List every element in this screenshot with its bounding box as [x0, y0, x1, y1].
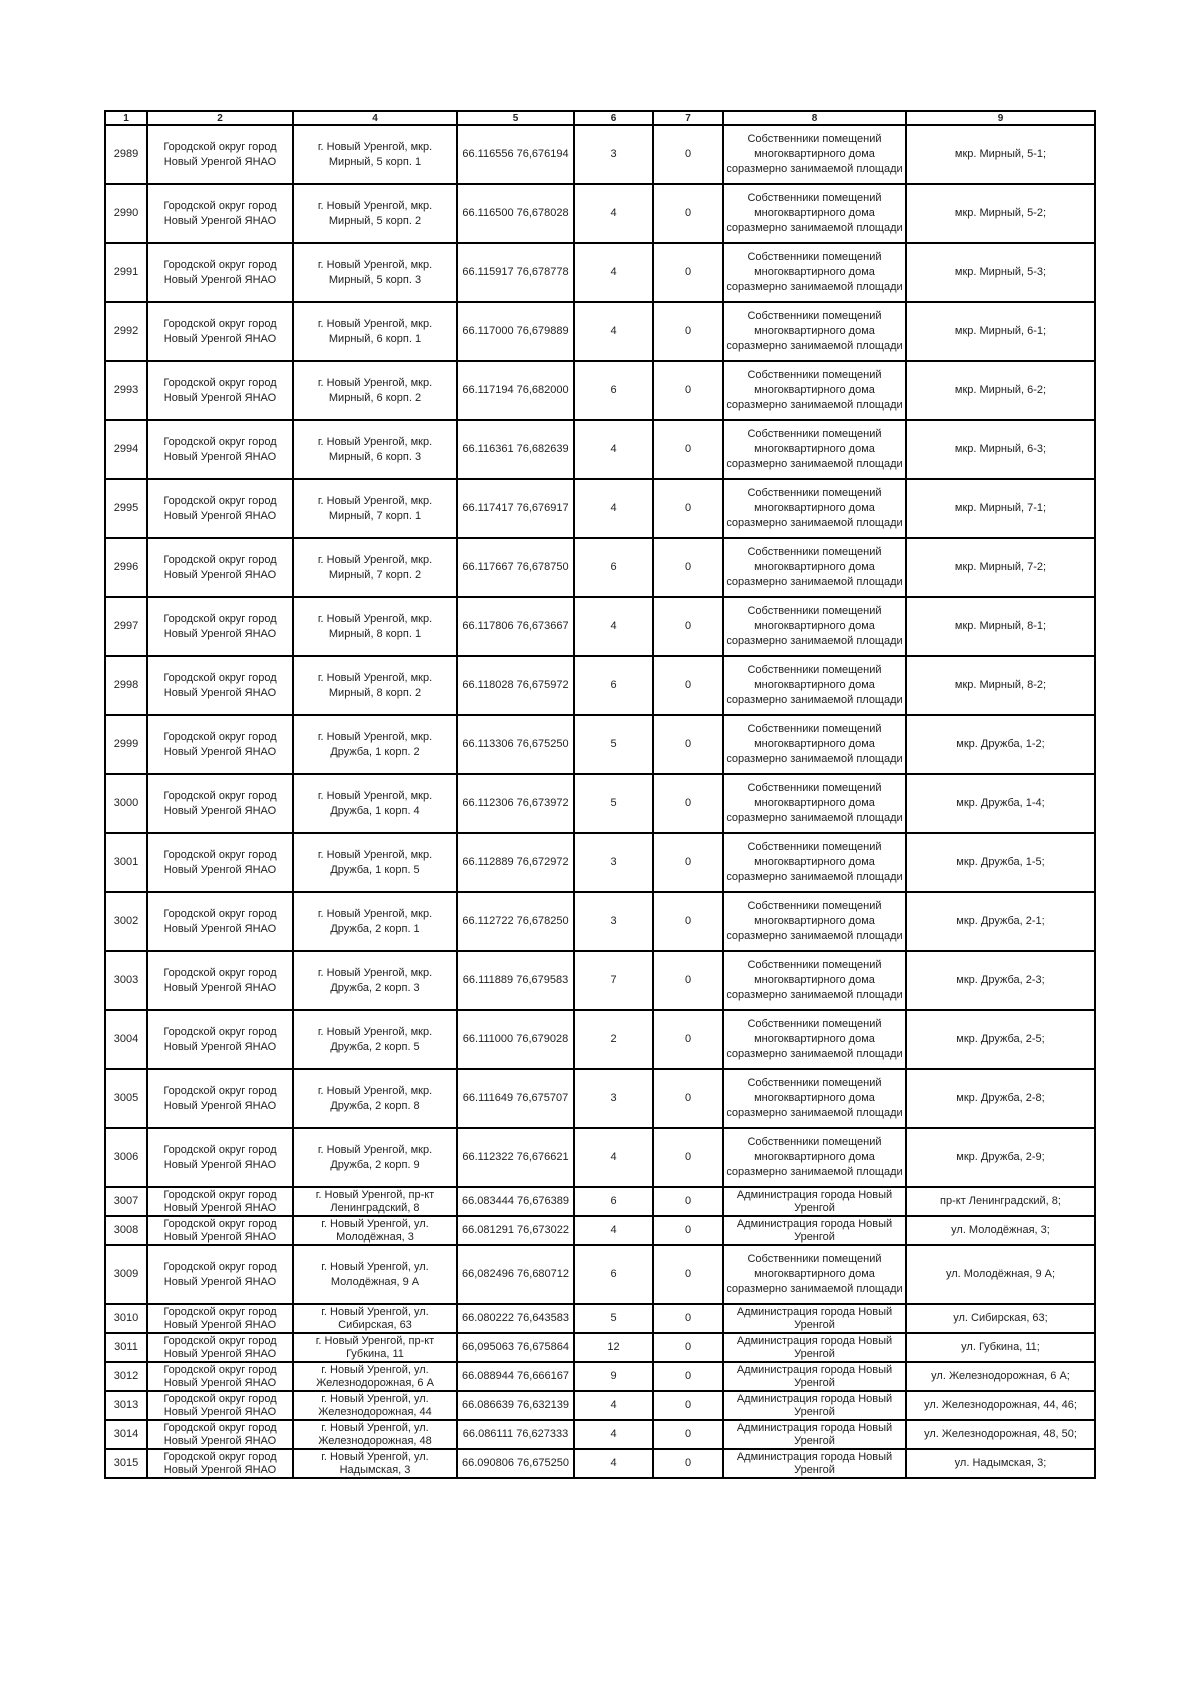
location-cell: мкр. Мирный, 7-2;	[906, 538, 1095, 597]
count-cell: 4	[574, 479, 653, 538]
value-cell: 0	[653, 597, 723, 656]
address-cell: г. Новый Уренгой, мкр. Мирный, 7 корп. 1	[293, 479, 457, 538]
coordinates-cell: 66.113306 76,675250	[457, 715, 574, 774]
address-cell: г. Новый Уренгой, мкр. Дружба, 2 корп. 3	[293, 951, 457, 1010]
col-header: 7	[653, 111, 723, 125]
location-cell: ул. Железнодорожная, 48, 50;	[906, 1420, 1095, 1449]
count-cell: 7	[574, 951, 653, 1010]
location-cell: мкр. Мирный, 8-1;	[906, 597, 1095, 656]
location-cell: мкр. Дружба, 2-5;	[906, 1010, 1095, 1069]
owner-cell: Собственники помещений многоквартирного дома соразмерно занимаемой площади	[723, 951, 906, 1010]
count-cell: 4	[574, 1216, 653, 1245]
value-cell: 0	[653, 1449, 723, 1478]
count-cell: 6	[574, 1245, 653, 1304]
coordinates-cell: 66.112306 76,673972	[457, 774, 574, 833]
count-cell: 3	[574, 833, 653, 892]
location-cell: мкр. Дружба, 2-1;	[906, 892, 1095, 951]
value-cell: 0	[653, 361, 723, 420]
row-number: 3003	[105, 951, 147, 1010]
location-cell: пр-кт Ленинградский, 8;	[906, 1187, 1095, 1216]
row-number: 3015	[105, 1449, 147, 1478]
count-cell: 6	[574, 361, 653, 420]
table-row	[105, 715, 1095, 774]
value-cell: 0	[653, 125, 723, 184]
address-cell: г. Новый Уренгой, мкр. Дружба, 1 корп. 2	[293, 715, 457, 774]
location-cell: мкр. Дружба, 2-9;	[906, 1128, 1095, 1187]
location-cell: ул. Губкина, 11;	[906, 1333, 1095, 1362]
row-number: 2996	[105, 538, 147, 597]
address-cell: г. Новый Уренгой, ул. Молодёжная, 3	[293, 1216, 457, 1245]
coordinates-cell: 66.112889 76,672972	[457, 833, 574, 892]
table-row	[105, 1304, 1095, 1333]
owner-cell: Собственники помещений многоквартирного дома соразмерно занимаемой площади	[723, 125, 906, 184]
address-cell: г. Новый Уренгой, мкр. Мирный, 7 корп. 2	[293, 538, 457, 597]
value-cell: 0	[653, 1069, 723, 1128]
table-row	[105, 1333, 1095, 1362]
owner-cell: Собственники помещений многоквартирного дома соразмерно занимаемой площади	[723, 184, 906, 243]
col-header: 4	[293, 111, 457, 125]
table-row	[105, 1449, 1095, 1478]
municipality-cell: Городской округ город Новый Уренгой ЯНАО	[147, 1420, 293, 1449]
value-cell: 0	[653, 1187, 723, 1216]
municipality-cell: Городской округ город Новый Уренгой ЯНАО	[147, 361, 293, 420]
owner-cell: Администрация города Новый Уренгой	[723, 1362, 906, 1391]
col-header: 2	[147, 111, 293, 125]
count-cell: 4	[574, 243, 653, 302]
table-row	[105, 1128, 1095, 1187]
value-cell: 0	[653, 479, 723, 538]
coordinates-cell: 66.112322 76,676621	[457, 1128, 574, 1187]
table-row	[105, 1362, 1095, 1391]
row-number: 3002	[105, 892, 147, 951]
count-cell: 4	[574, 1128, 653, 1187]
count-cell: 5	[574, 715, 653, 774]
location-cell: мкр. Дружба, 2-3;	[906, 951, 1095, 1010]
owner-cell: Собственники помещений многоквартирного дома соразмерно занимаемой площади	[723, 243, 906, 302]
row-number: 3000	[105, 774, 147, 833]
coordinates-cell: 66.115917 76,678778	[457, 243, 574, 302]
municipality-cell: Городской округ город Новый Уренгой ЯНАО	[147, 243, 293, 302]
count-cell: 3	[574, 892, 653, 951]
row-number: 3012	[105, 1362, 147, 1391]
municipality-cell: Городской округ город Новый Уренгой ЯНАО	[147, 892, 293, 951]
value-cell: 0	[653, 538, 723, 597]
owner-cell: Собственники помещений многоквартирного дома соразмерно занимаемой площади	[723, 892, 906, 951]
value-cell: 0	[653, 892, 723, 951]
owner-cell: Администрация города Новый Уренгой	[723, 1449, 906, 1478]
owner-cell: Собственники помещений многоквартирного дома соразмерно занимаемой площади	[723, 1128, 906, 1187]
municipality-cell: Городской округ город Новый Уренгой ЯНАО	[147, 1333, 293, 1362]
address-cell: г. Новый Уренгой, мкр. Дружба, 2 корп. 8	[293, 1069, 457, 1128]
owner-cell: Собственники помещений многоквартирного дома соразмерно занимаемой площади	[723, 1245, 906, 1304]
municipality-cell: Городской округ город Новый Уренгой ЯНАО	[147, 420, 293, 479]
table-row	[105, 1216, 1095, 1245]
coordinates-cell: 66.112722 76,678250	[457, 892, 574, 951]
owner-cell: Собственники помещений многоквартирного дома соразмерно занимаемой площади	[723, 656, 906, 715]
value-cell: 0	[653, 1216, 723, 1245]
municipality-cell: Городской округ город Новый Уренгой ЯНАО	[147, 479, 293, 538]
row-number: 3004	[105, 1010, 147, 1069]
table-body	[105, 125, 1095, 1478]
location-cell: мкр. Мирный, 5-2;	[906, 184, 1095, 243]
count-cell: 6	[574, 656, 653, 715]
coordinates-cell: 66.116556 76,676194	[457, 125, 574, 184]
location-cell: мкр. Мирный, 5-1;	[906, 125, 1095, 184]
table-row	[105, 125, 1095, 184]
count-cell: 4	[574, 1391, 653, 1420]
location-cell: мкр. Дружба, 1-4;	[906, 774, 1095, 833]
owner-cell: Собственники помещений многоквартирного дома соразмерно занимаемой площади	[723, 774, 906, 833]
coordinates-cell: 66.083444 76,676389	[457, 1187, 574, 1216]
table-row	[105, 361, 1095, 420]
owner-cell: Собственники помещений многоквартирного дома соразмерно занимаемой площади	[723, 833, 906, 892]
address-cell: г. Новый Уренгой, ул. Железнодорожная, 6 А	[293, 1362, 457, 1391]
coordinates-cell: 66.088944 76,666167	[457, 1362, 574, 1391]
table-row	[105, 833, 1095, 892]
header-row	[105, 111, 1095, 125]
table-header	[105, 111, 1095, 125]
address-cell: г. Новый Уренгой, мкр. Мирный, 8 корп. 1	[293, 597, 457, 656]
value-cell: 0	[653, 1333, 723, 1362]
coordinates-cell: 66.116361 76,682639	[457, 420, 574, 479]
count-cell: 6	[574, 1187, 653, 1216]
value-cell: 0	[653, 184, 723, 243]
count-cell: 9	[574, 1362, 653, 1391]
coordinates-cell: 66.117667 76,678750	[457, 538, 574, 597]
municipality-cell: Городской округ город Новый Уренгой ЯНАО	[147, 538, 293, 597]
row-number: 2994	[105, 420, 147, 479]
table-row	[105, 656, 1095, 715]
table-row	[105, 1391, 1095, 1420]
address-cell: г. Новый Уренгой, ул. Железнодорожная, 48	[293, 1420, 457, 1449]
coordinates-cell: 66.080222 76,643583	[457, 1304, 574, 1333]
row-number: 2997	[105, 597, 147, 656]
coordinates-cell: 66.117417 76,676917	[457, 479, 574, 538]
municipality-cell: Городской округ город Новый Уренгой ЯНАО	[147, 1391, 293, 1420]
municipality-cell: Городской округ город Новый Уренгой ЯНАО	[147, 597, 293, 656]
municipality-cell: Городской округ город Новый Уренгой ЯНАО	[147, 774, 293, 833]
row-number: 2992	[105, 302, 147, 361]
coordinates-cell: 66.086111 76,627333	[457, 1420, 574, 1449]
address-cell: г. Новый Уренгой, пр-кт Ленинградский, 8	[293, 1187, 457, 1216]
coordinates-cell: 66,095063 76,675864	[457, 1333, 574, 1362]
coordinates-cell: 66.081291 76,673022	[457, 1216, 574, 1245]
address-cell: г. Новый Уренгой, мкр. Мирный, 8 корп. 2	[293, 656, 457, 715]
address-cell: г. Новый Уренгой, ул. Молодёжная, 9 А	[293, 1245, 457, 1304]
address-cell: г. Новый Уренгой, пр-кт Губкина, 11	[293, 1333, 457, 1362]
location-cell: мкр. Мирный, 6-3;	[906, 420, 1095, 479]
owner-cell: Собственники помещений многоквартирного дома соразмерно занимаемой площади	[723, 597, 906, 656]
address-cell: г. Новый Уренгой, ул. Сибирская, 63	[293, 1304, 457, 1333]
value-cell: 0	[653, 1128, 723, 1187]
value-cell: 0	[653, 302, 723, 361]
address-cell: г. Новый Уренгой, мкр. Мирный, 6 корп. 3	[293, 420, 457, 479]
location-cell: ул. Железнодорожная, 6 А;	[906, 1362, 1095, 1391]
owner-cell: Администрация города Новый Уренгой	[723, 1304, 906, 1333]
coordinates-cell: 66.111889 76,679583	[457, 951, 574, 1010]
coordinates-cell: 66,082496 76,680712	[457, 1245, 574, 1304]
count-cell: 6	[574, 538, 653, 597]
location-cell: мкр. Мирный, 7-1;	[906, 479, 1095, 538]
col-header: 8	[723, 111, 906, 125]
row-number: 2995	[105, 479, 147, 538]
count-cell: 5	[574, 1304, 653, 1333]
value-cell: 0	[653, 1420, 723, 1449]
address-cell: г. Новый Уренгой, мкр. Мирный, 5 корп. 3	[293, 243, 457, 302]
row-number: 3006	[105, 1128, 147, 1187]
table-row	[105, 479, 1095, 538]
row-number: 3014	[105, 1420, 147, 1449]
count-cell: 2	[574, 1010, 653, 1069]
count-cell: 4	[574, 420, 653, 479]
col-header: 1	[105, 111, 147, 125]
location-cell: ул. Молодёжная, 3;	[906, 1216, 1095, 1245]
owner-cell: Собственники помещений многоквартирного дома соразмерно занимаемой площади	[723, 715, 906, 774]
coordinates-cell: 66.117194 76,682000	[457, 361, 574, 420]
municipality-cell: Городской округ город Новый Уренгой ЯНАО	[147, 951, 293, 1010]
owner-cell: Собственники помещений многоквартирного дома соразмерно занимаемой площади	[723, 1010, 906, 1069]
coordinates-cell: 66.116500 76,678028	[457, 184, 574, 243]
owner-cell: Администрация города Новый Уренгой	[723, 1420, 906, 1449]
row-number: 3010	[105, 1304, 147, 1333]
coordinates-cell: 66.086639 76,632139	[457, 1391, 574, 1420]
table-row	[105, 184, 1095, 243]
value-cell: 0	[653, 951, 723, 1010]
coordinates-cell: 66.090806 76,675250	[457, 1449, 574, 1478]
value-cell: 0	[653, 1010, 723, 1069]
owner-cell: Собственники помещений многоквартирного дома соразмерно занимаемой площади	[723, 1069, 906, 1128]
owner-cell: Администрация города Новый Уренгой	[723, 1187, 906, 1216]
value-cell: 0	[653, 715, 723, 774]
owner-cell: Собственники помещений многоквартирного дома соразмерно занимаемой площади	[723, 361, 906, 420]
table-row	[105, 774, 1095, 833]
municipality-cell: Городской округ город Новый Уренгой ЯНАО	[147, 1245, 293, 1304]
row-number: 2990	[105, 184, 147, 243]
address-cell: г. Новый Уренгой, мкр. Мирный, 5 корп. 2	[293, 184, 457, 243]
address-cell: г. Новый Уренгой, мкр. Мирный, 5 корп. 1	[293, 125, 457, 184]
address-cell: г. Новый Уренгой, мкр. Дружба, 2 корп. 5	[293, 1010, 457, 1069]
municipality-cell: Городской округ город Новый Уренгой ЯНАО	[147, 1010, 293, 1069]
row-number: 2991	[105, 243, 147, 302]
count-cell: 4	[574, 1420, 653, 1449]
address-cell: г. Новый Уренгой, мкр. Дружба, 1 корп. 5	[293, 833, 457, 892]
municipality-cell: Городской округ город Новый Уренгой ЯНАО	[147, 125, 293, 184]
municipality-cell: Городской округ город Новый Уренгой ЯНАО	[147, 184, 293, 243]
row-number: 2999	[105, 715, 147, 774]
owner-cell: Собственники помещений многоквартирного дома соразмерно занимаемой площади	[723, 420, 906, 479]
value-cell: 0	[653, 1304, 723, 1333]
coordinates-cell: 66.117806 76,673667	[457, 597, 574, 656]
municipality-cell: Городской округ город Новый Уренгой ЯНАО	[147, 656, 293, 715]
municipality-cell: Городской округ город Новый Уренгой ЯНАО	[147, 1216, 293, 1245]
table-row	[105, 1069, 1095, 1128]
row-number: 2993	[105, 361, 147, 420]
row-number: 3009	[105, 1245, 147, 1304]
municipality-cell: Городской округ город Новый Уренгой ЯНАО	[147, 1304, 293, 1333]
col-header: 9	[906, 111, 1095, 125]
count-cell: 4	[574, 1449, 653, 1478]
table-row	[105, 892, 1095, 951]
table-row	[105, 1010, 1095, 1069]
address-cell: г. Новый Уренгой, мкр. Мирный, 6 корп. 2	[293, 361, 457, 420]
table-row	[105, 1187, 1095, 1216]
table-row	[105, 302, 1095, 361]
location-cell: мкр. Дружба, 1-5;	[906, 833, 1095, 892]
location-cell: мкр. Мирный, 6-2;	[906, 361, 1095, 420]
location-cell: ул. Сибирская, 63;	[906, 1304, 1095, 1333]
owner-cell: Собственники помещений многоквартирного дома соразмерно занимаемой площади	[723, 538, 906, 597]
location-cell: ул. Надымская, 3;	[906, 1449, 1095, 1478]
table-row	[105, 597, 1095, 656]
location-cell: ул. Молодёжная, 9 А;	[906, 1245, 1095, 1304]
table-row	[105, 243, 1095, 302]
location-cell: мкр. Дружба, 2-8;	[906, 1069, 1095, 1128]
owner-cell: Собственники помещений многоквартирного дома соразмерно занимаемой площади	[723, 479, 906, 538]
municipality-cell: Городской округ город Новый Уренгой ЯНАО	[147, 1187, 293, 1216]
value-cell: 0	[653, 1391, 723, 1420]
municipality-cell: Городской округ город Новый Уренгой ЯНАО	[147, 1128, 293, 1187]
count-cell: 5	[574, 774, 653, 833]
location-cell: ул. Железнодорожная, 44, 46;	[906, 1391, 1095, 1420]
registry-table	[104, 110, 1096, 1479]
municipality-cell: Городской округ город Новый Уренгой ЯНАО	[147, 1449, 293, 1478]
address-cell: г. Новый Уренгой, мкр. Дружба, 2 корп. 9	[293, 1128, 457, 1187]
col-header: 6	[574, 111, 653, 125]
location-cell: мкр. Мирный, 6-1;	[906, 302, 1095, 361]
coordinates-cell: 66.118028 76,675972	[457, 656, 574, 715]
count-cell: 3	[574, 1069, 653, 1128]
municipality-cell: Городской округ город Новый Уренгой ЯНАО	[147, 833, 293, 892]
row-number: 3001	[105, 833, 147, 892]
coordinates-cell: 66.111000 76,679028	[457, 1010, 574, 1069]
value-cell: 0	[653, 1362, 723, 1391]
count-cell: 4	[574, 184, 653, 243]
value-cell: 0	[653, 833, 723, 892]
row-number: 3013	[105, 1391, 147, 1420]
address-cell: г. Новый Уренгой, ул. Железнодорожная, 44	[293, 1391, 457, 1420]
count-cell: 3	[574, 125, 653, 184]
row-number: 2989	[105, 125, 147, 184]
owner-cell: Администрация города Новый Уренгой	[723, 1333, 906, 1362]
location-cell: мкр. Мирный, 5-3;	[906, 243, 1095, 302]
row-number: 3011	[105, 1333, 147, 1362]
row-number: 3007	[105, 1187, 147, 1216]
coordinates-cell: 66.117000 76,679889	[457, 302, 574, 361]
table-row	[105, 951, 1095, 1010]
value-cell: 0	[653, 656, 723, 715]
location-cell: мкр. Мирный, 8-2;	[906, 656, 1095, 715]
address-cell: г. Новый Уренгой, ул. Надымская, 3	[293, 1449, 457, 1478]
value-cell: 0	[653, 1245, 723, 1304]
value-cell: 0	[653, 420, 723, 479]
coordinates-cell: 66.111649 76,675707	[457, 1069, 574, 1128]
municipality-cell: Городской округ город Новый Уренгой ЯНАО	[147, 715, 293, 774]
col-header: 5	[457, 111, 574, 125]
value-cell: 0	[653, 774, 723, 833]
count-cell: 4	[574, 597, 653, 656]
row-number: 3008	[105, 1216, 147, 1245]
table-row	[105, 538, 1095, 597]
row-number: 3005	[105, 1069, 147, 1128]
table-row	[105, 420, 1095, 479]
count-cell: 4	[574, 302, 653, 361]
owner-cell: Администрация города Новый Уренгой	[723, 1216, 906, 1245]
location-cell: мкр. Дружба, 1-2;	[906, 715, 1095, 774]
table-row	[105, 1245, 1095, 1304]
table-row	[105, 1420, 1095, 1449]
owner-cell: Администрация города Новый Уренгой	[723, 1391, 906, 1420]
count-cell: 12	[574, 1333, 653, 1362]
value-cell: 0	[653, 243, 723, 302]
municipality-cell: Городской округ город Новый Уренгой ЯНАО	[147, 1069, 293, 1128]
municipality-cell: Городской округ город Новый Уренгой ЯНАО	[147, 1362, 293, 1391]
municipality-cell: Городской округ город Новый Уренгой ЯНАО	[147, 302, 293, 361]
address-cell: г. Новый Уренгой, мкр. Дружба, 1 корп. 4	[293, 774, 457, 833]
row-number: 2998	[105, 656, 147, 715]
address-cell: г. Новый Уренгой, мкр. Дружба, 2 корп. 1	[293, 892, 457, 951]
owner-cell: Собственники помещений многоквартирного дома соразмерно занимаемой площади	[723, 302, 906, 361]
address-cell: г. Новый Уренгой, мкр. Мирный, 6 корп. 1	[293, 302, 457, 361]
